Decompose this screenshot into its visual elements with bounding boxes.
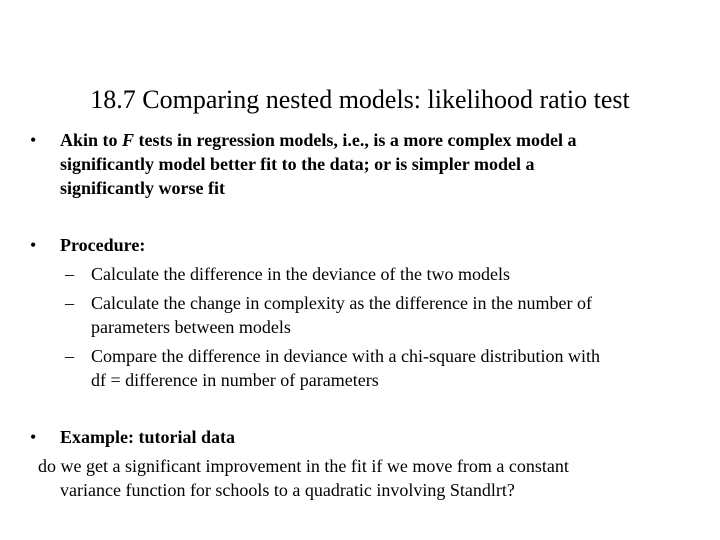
bullet-nested-test	[30, 128, 680, 200]
procedure-step-2-line2: parameters between models	[91, 317, 291, 337]
procedure-step-3	[65, 344, 691, 392]
bullet-dot: •	[30, 427, 37, 447]
bullet-dot: •	[30, 130, 37, 150]
bullet-text-line3: significantly worse fit	[60, 178, 225, 198]
example-question	[38, 454, 678, 502]
bullet-dot: •	[30, 235, 37, 255]
procedure-step-2-line1: Calculate the change in complexity as the difference in the number of	[91, 293, 592, 313]
dash-marker: –	[65, 264, 74, 284]
procedure-step-2	[65, 291, 691, 339]
example-question-line2: variance function for schools to a quadratic involving Standlrt?	[60, 480, 515, 500]
bullet-procedure-label: Procedure:	[60, 235, 146, 255]
dash-marker: –	[65, 293, 74, 313]
slide-title: 18.7 Comparing nested models: likelihood ratio test	[90, 85, 630, 114]
bullet-example	[30, 425, 680, 449]
example-question-line1: do we get a significant improvement in the fit if we move from a constant	[38, 456, 569, 476]
bullet-procedure	[30, 233, 680, 257]
bullet-example-label: Example: tutorial data	[60, 427, 235, 447]
dash-marker: –	[65, 346, 74, 366]
procedure-step-1-text: Calculate the difference in the deviance of the two models	[91, 264, 511, 284]
bullet-text-line2: significantly model better fit to the data; or is simpler model a	[60, 154, 535, 174]
bullet-text-line1: tests in regression models, i.e., is a more complex model a	[134, 130, 577, 150]
procedure-step-1	[65, 262, 691, 286]
procedure-step-3-line1: Compare the difference in deviance with a chi-square distribution with	[91, 346, 601, 366]
procedure-step-3-line2: df = difference in number of parameters	[91, 370, 379, 390]
bullet-text-prefix: Akin to	[60, 130, 123, 150]
bullet-text-f: F	[122, 130, 135, 150]
